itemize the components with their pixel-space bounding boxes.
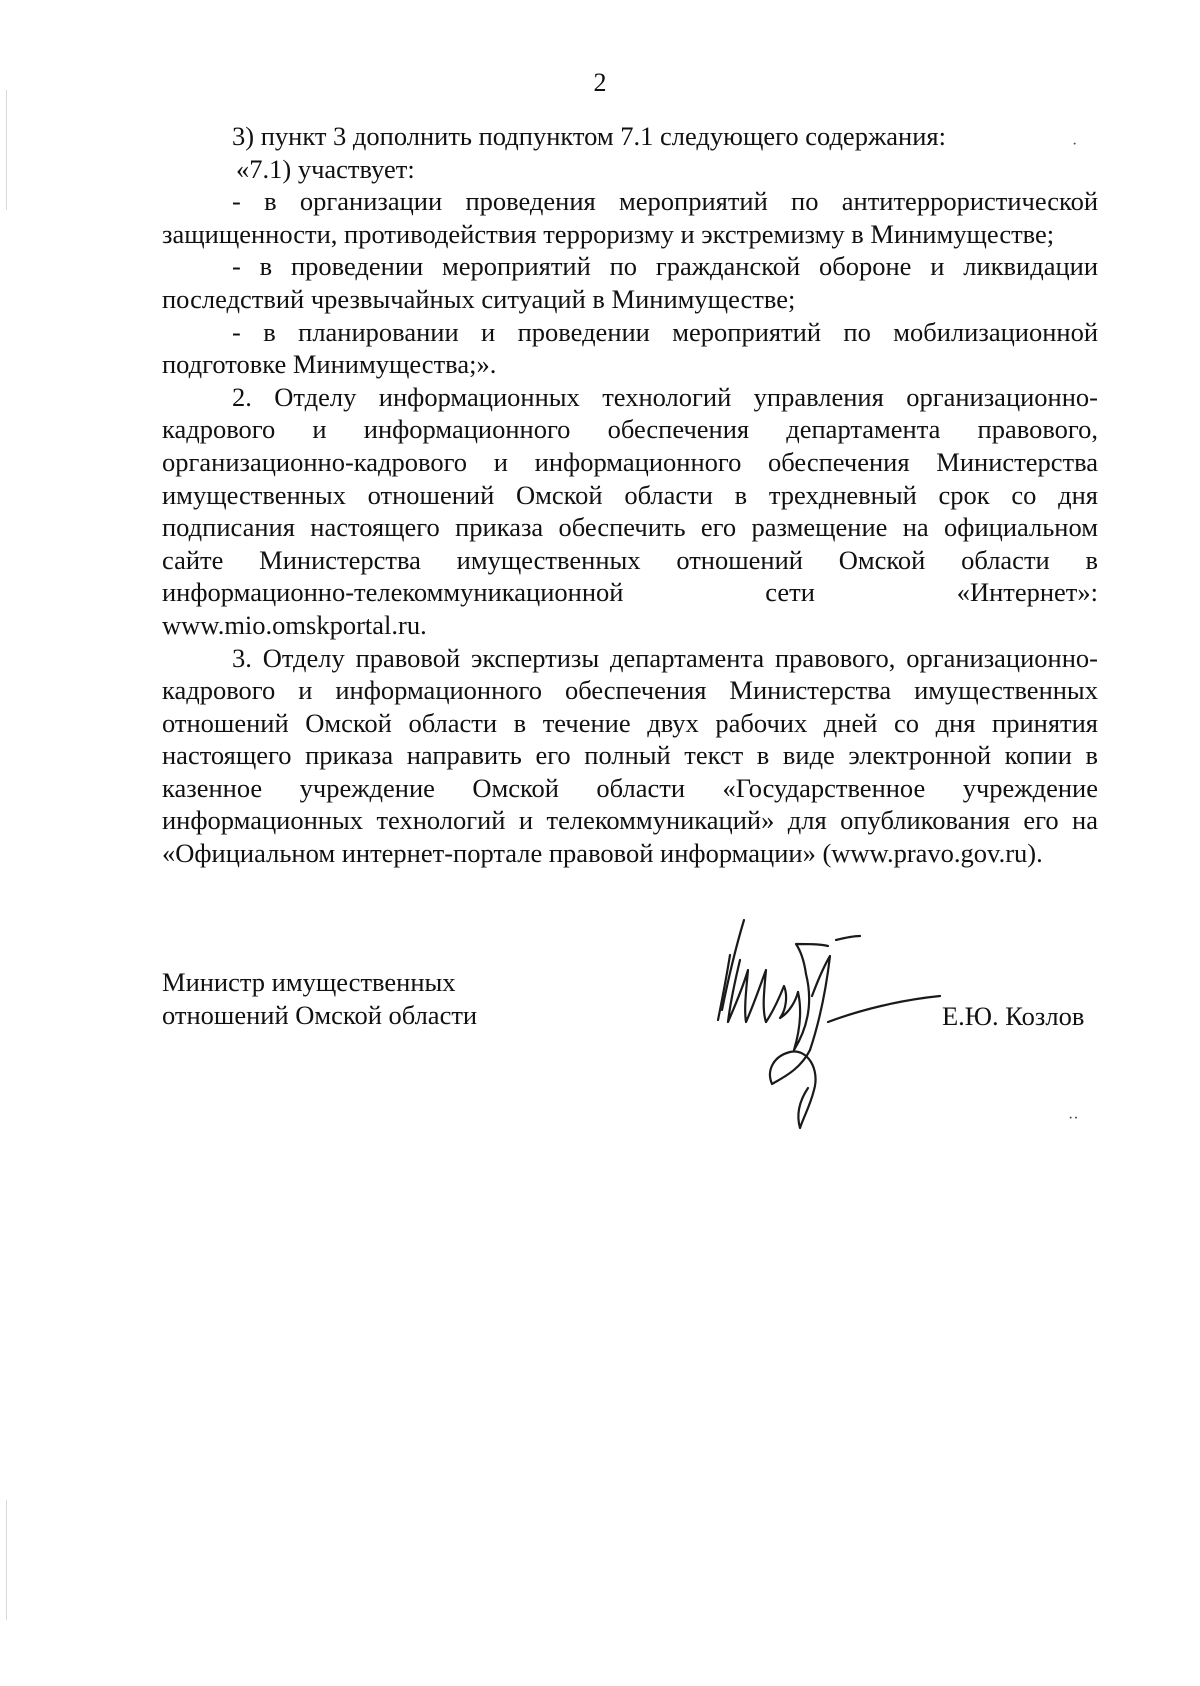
scan-edge-mark: [6, 1500, 7, 1620]
paragraph-item-3: 3) пункт 3 дополнить подпунктом 7.1 следующего содержания:: [232, 121, 946, 151]
list-item: - в проведении мероприятий по гражданской обороне и ликвидации последствий чрезвычайных ситуаций в Минимуществе;: [162, 251, 1098, 314]
signatory-title-line: Министр имущественных: [162, 967, 456, 997]
scan-dot-mark: ·: [1072, 136, 1078, 153]
signatory-title: [162, 966, 477, 1031]
paragraph-item-3-expertise: 3. Отделу правовой экспертизы департамента правового, организационно-кадрового и информационного обеспечения Министерства имущественных отношений Омской области в течение двух рабочих дней со дня принятия настоящего приказа направить его полный текст в виде электронной копии в казенное учреждение Омской области «Государственное учреждение информационных технологий и телекоммуникаций» для опубликования его на «Официальном интернет-портале правовой информации» (www.pravo.gov.ru).: [162, 642, 1098, 869]
signatory-title-line: отношений Омской области: [162, 999, 478, 1030]
signatory-name: Е.Ю. Козлов: [942, 1001, 1085, 1031]
document-body: [162, 120, 1098, 870]
scan-dot-mark: ··: [1068, 1110, 1079, 1127]
quote-subitem-7-1: «7.1) участвует:: [236, 153, 415, 184]
handwritten-signature: [700, 900, 960, 1140]
list-item: - в организации проведения мероприятий по антитеррористической защищенности, противодействия терроризму и экстремизму в Минимуществе;: [162, 186, 1098, 249]
page-number: 2: [593, 68, 607, 97]
scan-edge-mark: [6, 90, 7, 210]
paragraph-item-2: 2. Отделу информационных технологий управления организационно-кадрового и информационного обеспечения департамента правового, организационно-кадрового и информационного обеспечения Министерства имущественных отношений Омской области в трехдневный срок со дня подписания настоящего приказа обеспечить его размещение на официальном сайте Министерства имущественных отношений Омской области в информационно-телекоммуникационной сети «Интернет»: www.mio.omskportal.ru.: [162, 381, 1098, 640]
list-item: - в планировании и проведении мероприятий по мобилизационной подготовке Минимущества;».: [162, 316, 1098, 380]
